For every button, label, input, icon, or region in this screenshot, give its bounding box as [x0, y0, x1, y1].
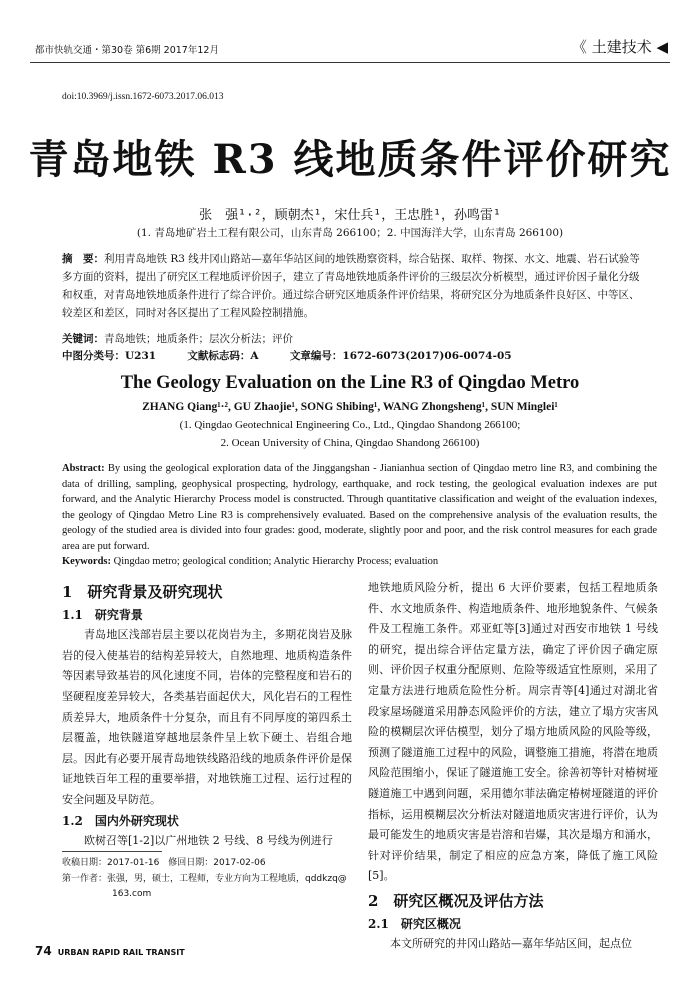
- affiliation-en-2: 2. Ocean University of China, Qingdao Shandong 266100): [220, 437, 480, 449]
- title-cn: 青岛地铁 R3 线地质条件评价研究: [28, 136, 672, 183]
- header-rule: [30, 62, 670, 63]
- abstract-en-text: By using the geological exploration data of the Jinggangshan - Jianianhua section of Qingdao metro line R3, and combining the data of drilling, sampling, geophysical prospecting, hydrology, earthquake, and rock testing, the geological evaluation indexes are put forward, and the Analytic Hierarchy Process model is constructed. Through quantitative classification and weight of the evaluation indexes, the geology of Qingdao Metro Line R3 is comprehensively evaluated. Based on the comprehensive analysis of the evaluation results, the geology of the studied area is divided into four grades: good, moderate, slightly poor and poor, and the risk control measures for each grade area are put forward.: [62, 463, 658, 552]
- doc-value: A: [250, 350, 259, 362]
- keywords-cn: [62, 330, 642, 348]
- clc-label: 中图分类号：: [62, 350, 125, 362]
- doi: doi:10.3969/j.issn.1672-6073.2017.06.013: [62, 92, 224, 102]
- journal-issue-header: 都市快轨交通・第30卷 第6期 2017年12月: [35, 45, 219, 56]
- page-number: 74: [35, 944, 52, 958]
- keywords-cn-text: 青岛地铁；地质条件；层次分析法；评价: [104, 333, 293, 345]
- page-footer: [35, 944, 185, 958]
- abstract-en-label: Abstract:: [62, 463, 105, 474]
- footnote-dates: 收稿日期：2017-01-16 修回日期：2017-02-06: [62, 858, 266, 868]
- article-label: 文章编号：: [289, 350, 343, 362]
- abstract-en: [62, 461, 657, 570]
- classification-line: [62, 348, 540, 363]
- keywords-en-text: Qingdao metro; geological condition; Analytic Hierarchy Process; evaluation: [113, 556, 439, 567]
- authors-cn: 张 强¹·²，顾朝杰¹，宋仕兵¹，王忠胜¹，孙鸣雷¹: [199, 208, 501, 223]
- abstract-cn-text: 利用青岛地铁 R3 线井冈山路站—嘉年华站区间的地铁勘察资料，综合钻探、取样、物探、水文、地震、岩石试验等多方面的资料，提出了研究区工程地质评价因子，建立了青岛地铁地质条件评价的三级层次分析模型，通过评价因子量化分级和权重，对青岛地铁地质条件进行了综合评价。通过综合研究区地质条件评价结果，将研究区分为地质条件良好区、中等区、较差区和差区，同时对各区提出了工程风险控制措施。: [62, 253, 640, 319]
- left-column: [62, 578, 352, 852]
- footnote-author-2: 163.com: [112, 889, 152, 899]
- authors-en: ZHANG Qiang¹·², GU Zhaojie¹, SONG Shibing¹, WANG Zhongsheng¹, SUN Minglei¹: [142, 401, 558, 413]
- footer-journal: URBAN RAPID RAIL TRANSIT: [57, 948, 185, 957]
- abstract-cn: [62, 250, 642, 322]
- section-1-heading: 1 研究背景及研究现状: [62, 583, 223, 601]
- affiliation-en-1: (1. Qingdao Geotechnical Engineering Co., Ltd., Qingdao Shandong 266100;: [179, 419, 521, 431]
- doc-label: 文献标志码：: [187, 350, 251, 362]
- footnote-rule: [62, 851, 162, 852]
- right-column-paragraph: 地铁地质风险分析，提出 6 大评价要素，包括工程地质条件、水文地质条件、构造地质条件、地形地貌条件、气候条件及工程施工条件。邓亚虹等[3]通过对西安市地铁 1 号线的研究，提出综合评估定量方法，确定了评价因子确定原则、评价因子权重分配原则、危险等级适宜性原则，采用了定量方法进行地质危险性分析。周宗青等[4]通过对湖北省段家屋场隧道采用静态风险评价的方法，建立了塌方灾害风险的模糊层次评估模型，划分了塌方地质风险的风险等级，预测了隧道施工过程中的风险，调整施工措施，将潜在地质风险范围缩小，保证了隧道施工安全。徐善初等针对椿树垭隧道施工中遇到问题，采用德尔菲法确定椿树垭隧道的评价指标，运用模糊层次分析法对隧道地质灾害进行评价，认为最可能发生的地质灾害是岩溶和岩爆，其次是塌方和涌水，针对评价结果，制定了相应的应急方案，降低了施工风险[5]。: [368, 581, 658, 883]
- section-1-2-paragraph: 欧树召等[1-2]以广州地铁 2 号线、8 号线为例进行: [84, 834, 333, 848]
- section-1-1-paragraph: 青岛地区浅部岩层主要以花岗岩为主，多期花岗岩及脉岩的侵入使基岩的结构差异较大，自然地理、地质构造条件等因素导致基岩的风化速度不同，岩体的完整程度和岩石的坚硬程度差异较大，各类基岩面起伏大，风化岩石的工程性质差异大，地质条件十分复杂，而且有不同厚度的第四系土层覆盖，地铁隧道穿越地层条件呈上软下硬土、岩组合地层。因此有必要开展青岛地铁线路沿线的地质条件评价是保证地铁百年工程的重要举措，对地铁施工过程、运行过程的安全问题及早防范。: [62, 628, 352, 806]
- section-1-1-heading: 1.1 研究背景: [62, 607, 143, 622]
- affiliation-cn: (1. 青岛地矿岩土工程有限公司，山东青岛 266100；2. 中国海洋大学，山东青岛 266100): [136, 227, 564, 239]
- section-1-2-heading: 1.2 国内外研究现状: [62, 813, 179, 828]
- keywords-cn-label: 关键词：: [62, 333, 104, 345]
- footnote-author-1: 第一作者：张强，男，硕士，工程师，专业方向为工程地质，qddkzq@: [62, 874, 347, 884]
- section-label: 《 土建技术 ◀: [571, 38, 668, 56]
- title-en: The Geology Evaluation on the Line R3 of Qingdao Metro: [120, 373, 580, 393]
- keywords-en-label: Keywords:: [62, 556, 111, 567]
- section-2-1-heading: 2.1 研究区概况: [368, 916, 461, 931]
- article-value: 1672-6073(2017)06-0074-05: [342, 350, 512, 362]
- right-column: [368, 578, 658, 955]
- section-2-1-paragraph: 本文所研究的井冈山路站—嘉年华站区间，起点位: [390, 937, 632, 951]
- abstract-cn-label: 摘 要：: [62, 253, 104, 265]
- section-2-heading: 2 研究区概况及评估方法: [368, 891, 544, 910]
- clc-value: U231: [125, 350, 157, 362]
